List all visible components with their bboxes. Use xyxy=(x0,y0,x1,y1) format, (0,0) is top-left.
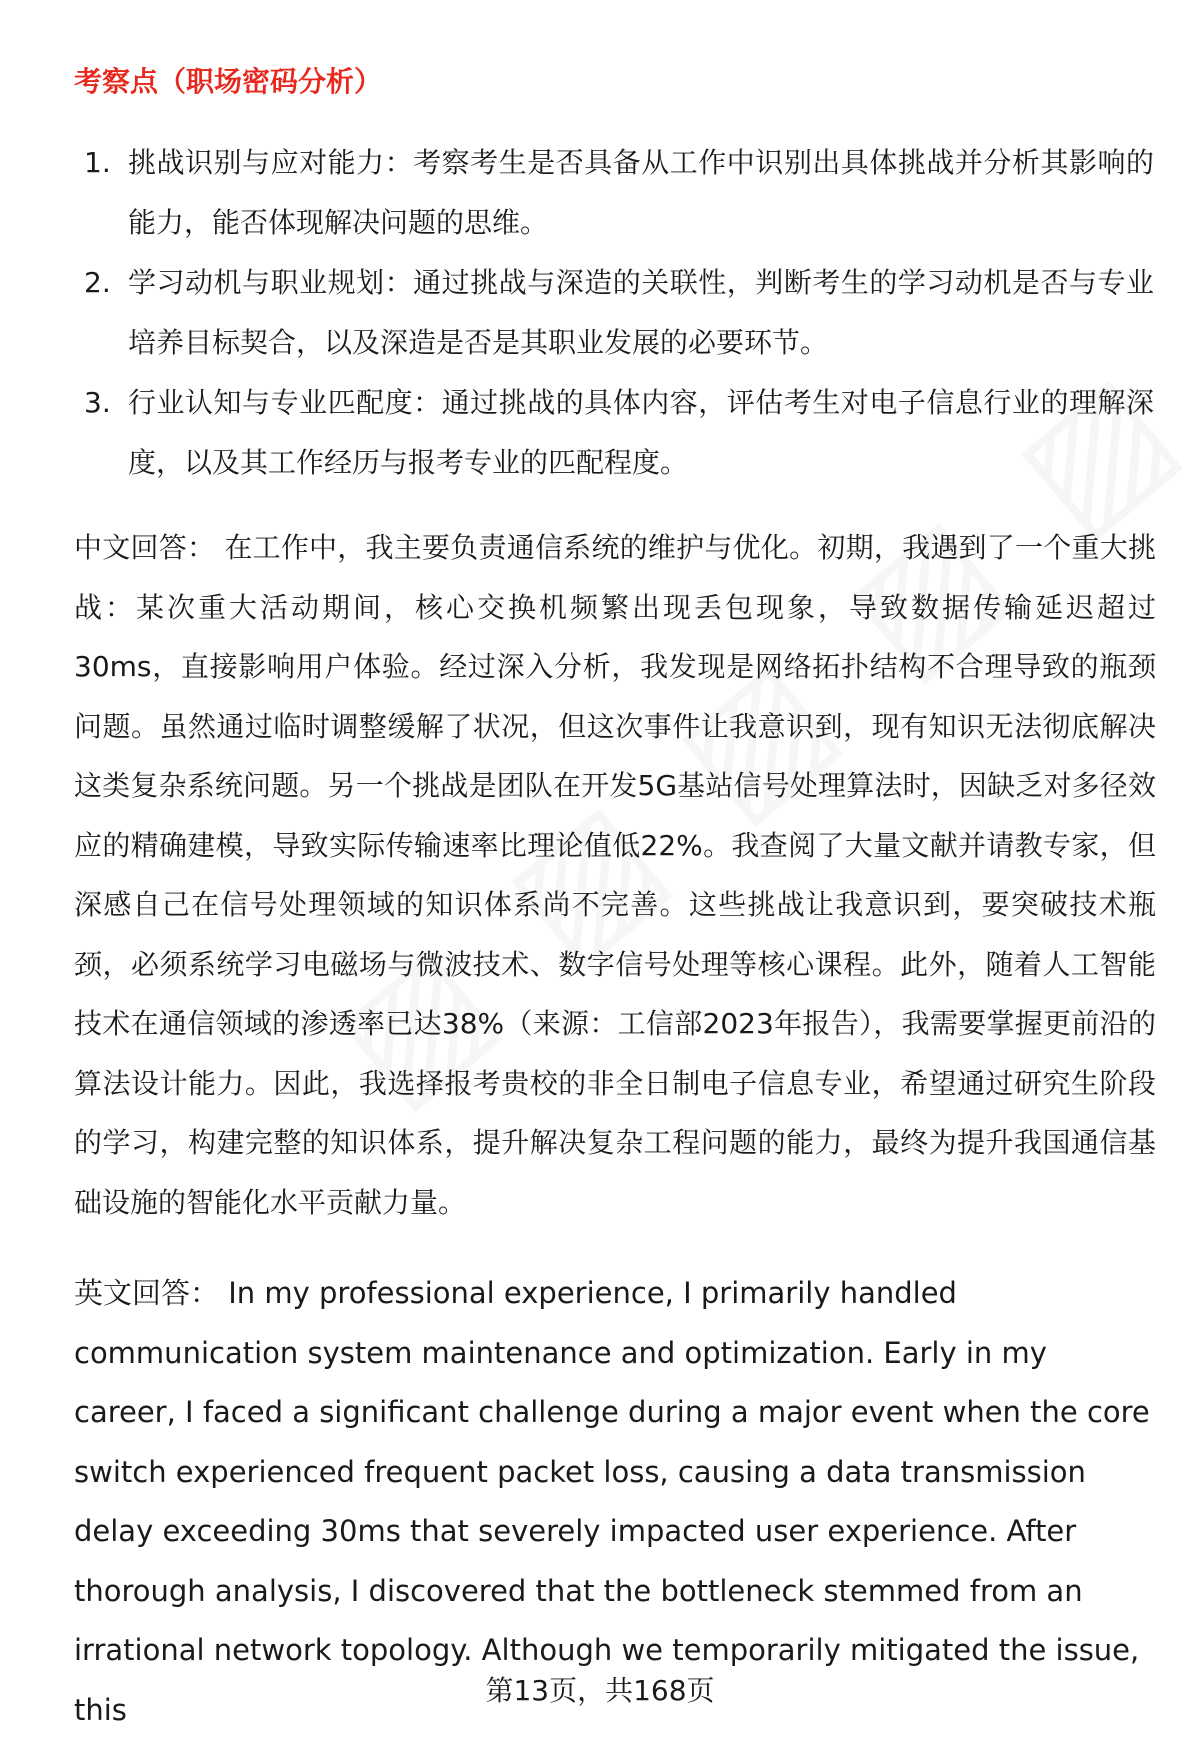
page-number-footer: 第13页，共168页 xyxy=(485,1674,715,1707)
list-number: 1. xyxy=(84,146,111,179)
list-item-text: 行业认知与专业匹配度：通过挑战的具体内容，评估考生对电子信息行业的理解深度，以及其工作经历与报考专业的匹配程度。 xyxy=(128,386,1154,479)
list-item-text: 学习动机与职业规划：通过挑战与深造的关联性，判断考生的学习动机是否与专业培养目标契合，以及深造是否是其职业发展的必要环节。 xyxy=(128,266,1154,359)
chinese-answer-paragraph: 中文回答： 在工作中，我主要负责通信系统的维护与优化。初期，我遇到了一个重大挑战：某次重大活动期间，核心交换机频繁出现丢包现象，导致数据传输延迟超过30ms，直接影响用户体验。经过深入分析，我发现是网络拓扑结构不合理导致的瓶颈问题。虽然通过临时调整缓解了状况，但这次事件让我意识到，现有知识无法彻底解决这类复杂系统问题。另一个挑战是团队在开发5G基站信号处理算法时，因缺乏对多径效应的精确建模，导致实际传输速率比理论值低22%。我查阅了大量文献并请教专家，但深感自己在信号处理领域的知识体系尚不完善。这些挑战让我意识到，要突破技术瓶颈，必须系统学习电磁场与微波技术、数字信号处理等核心课程。此外，随着人工智能技术在通信领域的渗透率已达38%（来源：工信部2023年报告），我需要掌握更前沿的算法设计能力。因此，我选择报考贵校的非全日制电子信息专业，希望通过研究生阶段的学习，构建完整的知识体系，提升解决复杂工程问题的能力，最终为提升我国通信基础设施的智能化水平贡献力量。 xyxy=(74,531,1156,1219)
section-heading: 考察点（职场密码分析） xyxy=(74,65,383,98)
english-answer-paragraph: 英文回答： In my professional experience, I primarily handled communication system maintenance and optimization. Early in my career, I faced a significant challenge during a major event when the core switch experienced frequent packet loss, causing a data transmission delay exceeding 30ms that severely impacted user experience. After thorough analysis, I discovered that the bottleneck stemmed from an irrational network topology. Although we temporarily mitigated the issue, this xyxy=(74,1276,1150,1727)
list-item xyxy=(74,253,1154,373)
list-number: 3. xyxy=(84,386,111,419)
list-item-text: 挑战识别与应对能力：考察考生是否具备从工作中识别出具体挑战并分析其影响的能力，能否体现解决问题的思维。 xyxy=(128,146,1154,239)
list-number: 2. xyxy=(84,266,111,299)
assessment-points xyxy=(74,133,1154,493)
list-item xyxy=(74,373,1154,493)
list-item xyxy=(74,133,1154,253)
